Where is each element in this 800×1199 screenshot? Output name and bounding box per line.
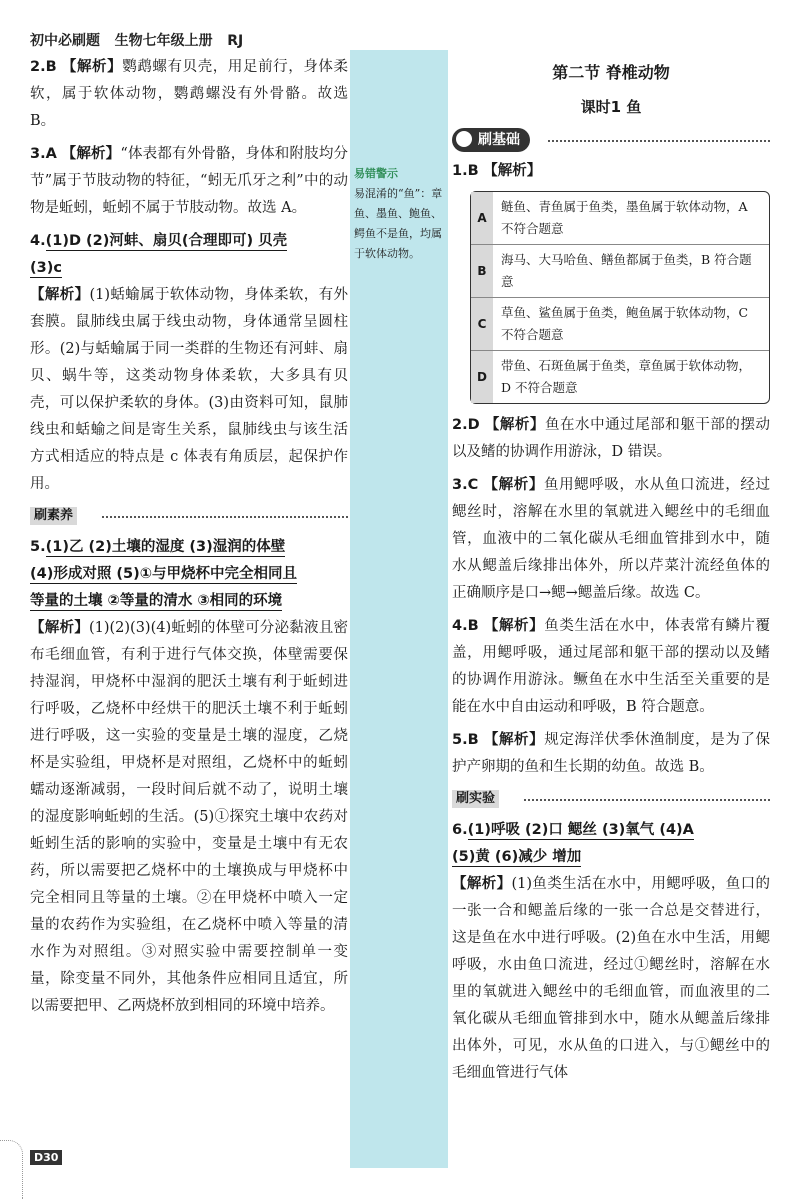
answer-text: (1)乙 (2)土壤的湿度 (3)湿润的体壁 [45,539,286,555]
analysis-text: 鱼用鳃呼吸，水从鱼口流进，经过鳃丝时，溶解在水里的氧就进入鳃丝中的毛细血管，血液中的二氧化碳从毛细血管排到水中，随水从鳃盖后缘排出体外，所以芹菜汁流经鱼体的正确顺序是口→鳃→鳃盖后缘。故选 C。 [452,477,771,601]
option-letter: B [471,245,493,297]
section-header-jichu [452,128,770,154]
options-table [470,191,770,404]
question-number: 4. [452,618,468,634]
left-column [30,54,348,1026]
option-letter: D [471,351,493,403]
section-pill [452,128,530,152]
question-number: 2. [30,59,46,75]
section-title: 第二节 脊椎动物 [552,63,670,82]
option-row [471,245,769,298]
answer-letter: A [45,146,57,162]
analysis-tag: 【解析】 [483,163,542,179]
answer-letter: B [45,59,57,75]
option-row [471,298,769,351]
question-number: 2. [452,417,468,433]
lesson-title: 课时1 鱼 [580,98,642,116]
side-note [354,164,444,264]
answer-item [30,54,348,135]
question-number: 3. [30,146,46,162]
answer-text: (3)c [30,260,62,276]
answer-item [452,727,770,781]
pen-icon [456,131,472,147]
answer-letter: B [467,618,479,634]
answer-text: (5)黄 (6)减少 增加 [452,849,582,865]
page-corner-decoration [0,1140,23,1199]
analysis-tag: 【解析】 [483,477,544,493]
answer-item [452,158,770,185]
option-text: 鲢鱼、青鱼属于鱼类，墨鱼属于软体动物，A 不符合题意 [501,199,748,236]
analysis-tag: 【解析】 [483,618,545,634]
analysis-text: (1)蛞蝓属于软体动物，身体柔软，有外套膜。鼠肺线虫属于线虫动物，身体通常呈圆柱形。(2)与蛞蝓属于同一类群的生物还有河蚌、扇贝、蜗牛等，这类动物身体柔软，大多具有贝壳，可以保护柔软的身体。(3)由资料可知，鼠肺线虫和蛞蝓之间是寄生关系，鼠肺线虫与该生活方式相适应的特点是 c 体表有角质层，起保护作用。 [30,287,349,492]
analysis-tag: 【解析】 [61,59,123,75]
option-row [471,351,769,403]
section-header-shiyan [452,787,770,811]
side-note-text: 易混淆的“鱼”：章鱼、墨鱼、鲍鱼、鳄鱼不是鱼，均属于软体动物。 [354,187,443,260]
answer-letter: B [467,163,479,179]
header-edition: RJ [227,33,244,49]
analysis-tag: 【解析】 [484,417,545,433]
dotted-rule [102,516,348,518]
answer-text: (4)形成对照 (5)①与甲烧杯中完全相同且 [30,566,298,582]
dotted-rule [524,799,770,801]
side-note-title: 易错警示 [354,167,398,180]
analysis-text: 规定海洋伏季休渔制度，是为了保护产卵期的鱼和生长期的幼鱼。故选 B。 [452,732,771,775]
analysis-tag: 【解析】 [452,876,512,892]
answer-item [452,412,770,466]
answer-text: (1)D (2)河蚌、扇贝(合理即可) 贝壳 [45,233,288,249]
analysis-text: 鹦鹉螺有贝壳，用足前行，身体柔软，属于软体动物，鹦鹉螺没有外骨骼。故选 B。 [30,59,349,129]
answer-item [452,817,770,1087]
analysis-text: (1)(2)(3)(4)蚯蚓的体壁可分泌黏液且密布毛细血管，有利于进行气体交换，体壁需要保持湿润，甲烧杯中湿润的肥沃土壤有利于蚯蚓进行呼吸，乙烧杯中经烘干的肥沃土壤不利于蚯蚓进行呼吸，这一实验的变量是土壤的湿度，乙烧杯是实验组，甲烧杯是对照组，乙烧杯中的蚯蚓蠕动逐渐减弱，一段时间后就不动了，说明土壤的湿度影响蚯蚓的生活。(5)①探究土壤中农药对蚯蚓生活的影响的实验中，变量是土壤中有无农药，所以需要把乙烧杯中的土壤换成与甲烧杯中完全相同且等量的土壤。②在甲烧杯中喷入一定量的农药作为实验组，在乙烧杯中喷入等量的清水作为对照组。③对照实验中需要控制单一变量，除变量不同外，其他条件应相同且适宜，所以需要把甲、乙两烧杯放到相同的环境中培养。 [30,620,349,1014]
analysis-text: “体表都有外骨骼，身体和附肢均分节”属于节肢动物的特征，“蚓无爪牙之利”中的动物是蚯蚓，蚯蚓不属于节肢动物。故选 A。 [30,146,349,216]
section-header-suyang [30,504,348,528]
dotted-rule [548,140,770,142]
question-number: 1. [452,163,468,179]
answer-letter: C [467,477,479,493]
analysis-tag: 【解析】 [483,732,545,748]
right-column [452,158,770,1093]
analysis-text: 鱼在水中通过尾部和躯干部的摆动以及鳍的协调作用游泳，D 错误。 [452,417,771,460]
analysis-tag: 【解析】 [61,146,121,162]
page-number: D30 [30,1150,62,1165]
option-text: 草鱼、鲨鱼属于鱼类，鲍鱼属于软体动物，C 不符合题意 [501,305,749,342]
answer-letter: D [467,417,480,433]
answer-item [30,228,348,498]
section-label: 刷素养 [30,507,77,525]
analysis-tag: 【解析】 [30,620,89,636]
answer-letter: B [467,732,479,748]
answer-text: 等量的土壤 ②等量的清水 ③相同的环境 [30,593,283,609]
option-letter: A [471,192,493,244]
answer-text: (1)呼吸 (2)口 鳃丝 (3)氧气 (4)A [467,822,694,838]
question-number: 4. [30,233,46,249]
answer-item [452,472,770,607]
header-subject: 生物七年级上册 [114,33,213,49]
question-number: 6. [452,822,468,838]
option-row [471,192,769,245]
question-number: 5. [30,539,46,555]
header-book: 初中必刷题 [30,33,100,49]
option-text: 带鱼、石斑鱼属于鱼类，章鱼属于软体动物，D 不符合题意 [501,358,752,395]
question-number: 3. [452,477,468,493]
answer-item [30,141,348,222]
running-header [30,30,243,50]
option-letter: C [471,298,493,350]
question-number: 5. [452,732,468,748]
section-label: 刷实验 [452,790,499,808]
option-text: 海马、大马哈鱼、鳝鱼都属于鱼类，B 符合题意 [501,252,752,289]
analysis-text: (1)鱼类生活在水中，用鳃呼吸，鱼口的一张一合和鳃盖后缘的一张一合总是交替进行，这是鱼在水中进行呼吸。(2)鱼在水中生活，用鳃呼吸，水由鱼口流进，经过①鳃丝时，溶解在水里的氧就进入鳃丝中的毛细血管，而血液里的二氧化碳从毛细血管排到水中，随水从鳃盖后缘排出体外，可见，水从鱼的口进入，与①鳃丝中的毛细血管进行气体 [452,876,771,1081]
analysis-tag: 【解析】 [30,287,90,303]
answer-item [452,613,770,721]
section-label: 刷基础 [478,132,520,148]
analysis-text: 鱼类生活在水中，体表常有鳞片覆盖，用鳃呼吸，通过尾部和躯干部的摆动以及鳍的协调作用游泳。鳜鱼在水中生活至关重要的是能在水中自由运动和呼吸，B 符合题意。 [452,618,771,715]
answer-item [30,534,348,1020]
